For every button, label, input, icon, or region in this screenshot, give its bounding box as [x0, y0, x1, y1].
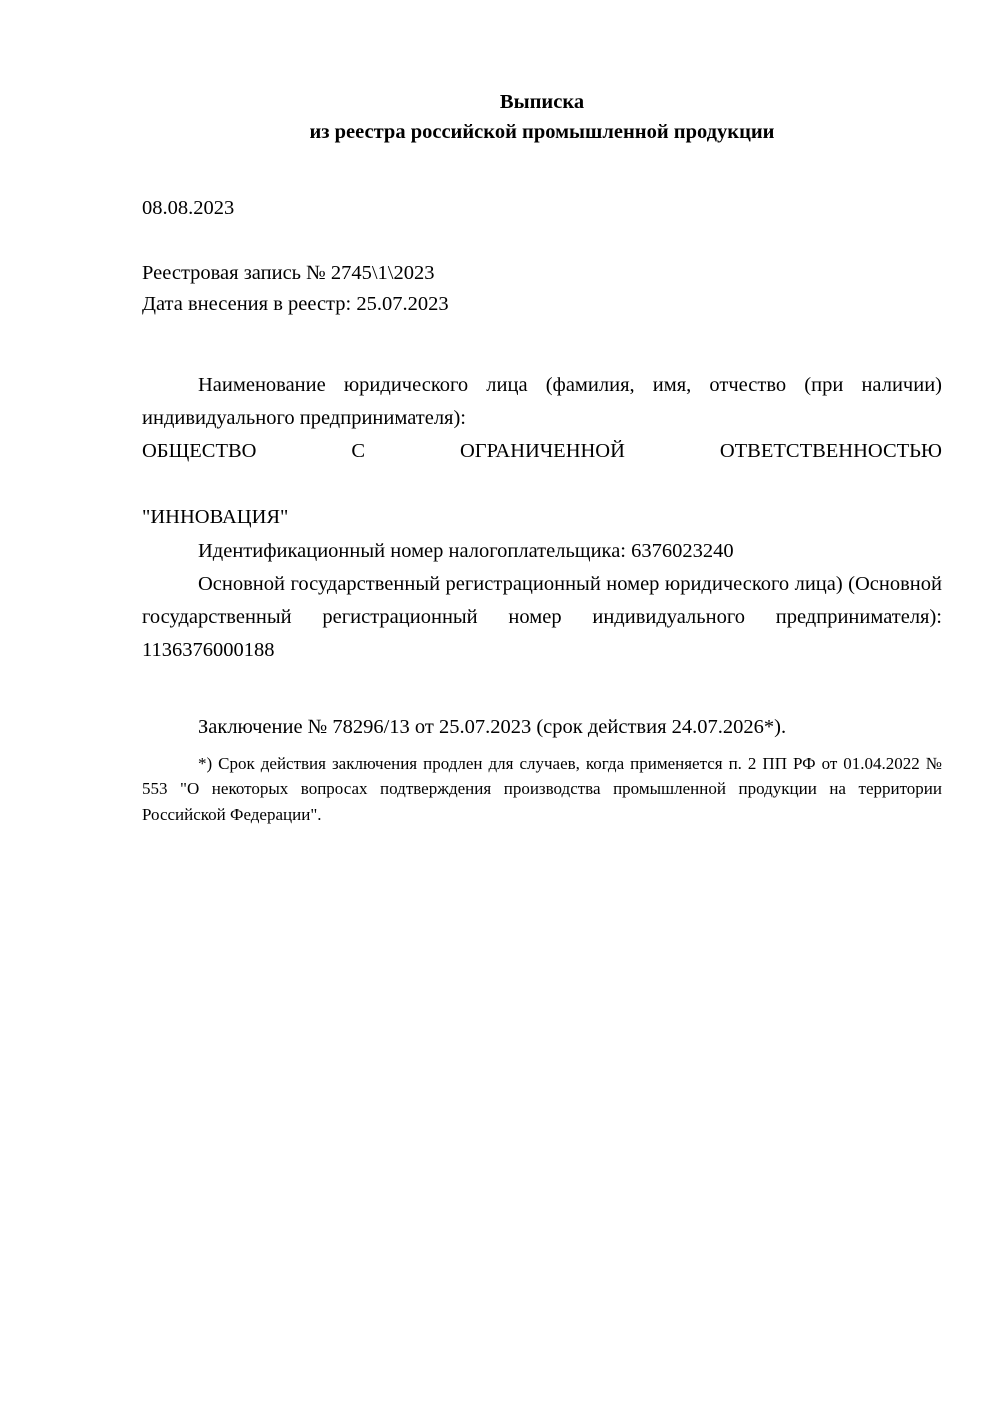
page-title [142, 88, 942, 147]
document-body [142, 88, 942, 827]
state-registration-number: Основной государственный регистрационный номер юридического лица) (Основной государственный регистрационный номер индивидуального предпринимателя): 1136376000188 [142, 572, 942, 662]
entity-name-intro: Наименование юридического лица (фамилия, имя, отчество (при наличии) индивидуального предпринимателя): [142, 373, 942, 429]
registry-record-number: Реестровая запись № 2745\1\2023 [142, 262, 435, 285]
registry-record-block [142, 258, 942, 320]
entity-name-line-2: "ИННОВАЦИЯ" [142, 506, 289, 529]
registry-entry-date: Дата внесения в реестр: 25.07.2023 [142, 293, 449, 316]
title-line-2: из реестра российской промышленной продукции [309, 120, 775, 143]
entity-details [142, 369, 942, 668]
footnote [142, 751, 942, 828]
conclusion-line: Заключение № 78296/13 от 25.07.2023 (срок действия 24.07.2026*). [198, 716, 787, 739]
entity-name-line-1: ОБЩЕСТВО С ОГРАНИЧЕННОЙ ОТВЕТСТВЕННОСТЬЮ [142, 439, 942, 462]
entity-name-value [142, 435, 942, 535]
taxpayer-number: Идентификационный номер налогоплательщика: 6376023240 [198, 539, 734, 562]
footnote-text: *) Срок действия заключения продлен для случаев, когда применяется п. 2 ПП РФ от 01.04.2022 № 553 "О некоторых вопросах подтверждения производства промышленной продукции на территории Российской Федерации". [142, 753, 942, 824]
issue-date: 08.08.2023 [142, 197, 235, 220]
title-line-1: Выписка [499, 91, 585, 113]
